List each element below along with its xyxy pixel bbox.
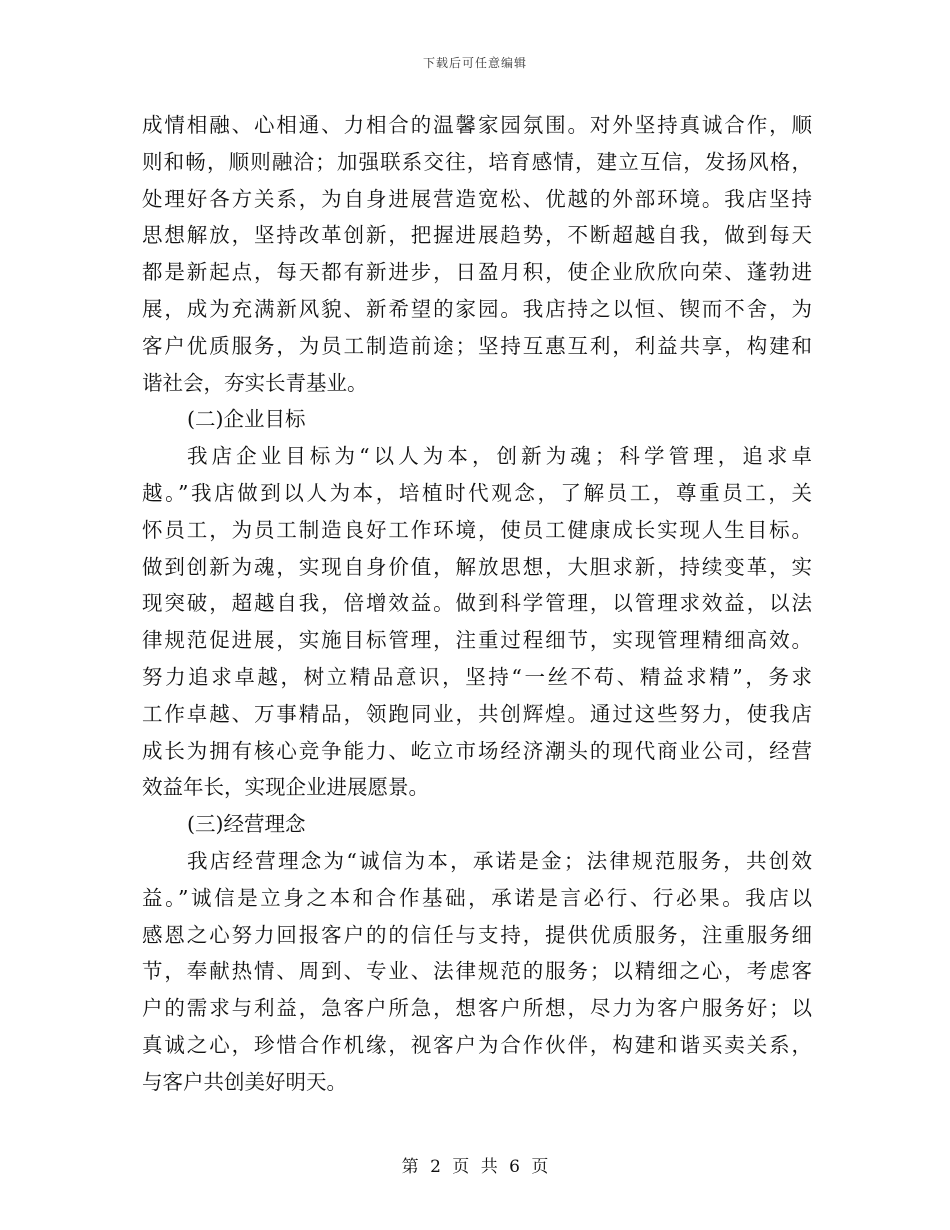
text-line: 思想解放，坚持改革创新，把握进展趋势，不断超越自我，做到每天: [142, 223, 812, 248]
section-heading: (三)经营理念: [187, 812, 306, 837]
text-line: 展，成为充满新风貌、新希望的家园。我店持之以恒、锲而不舍，为: [142, 296, 812, 321]
text-line: 客户优质服务，为员工制造前途；坚持互惠互利，利益共享，构建和: [142, 333, 812, 358]
text-line: 益。”诚信是立身之本和合作基础，承诺是言必行、行必果。我店以: [142, 885, 812, 910]
text-line: 努力追求卓越，树立精品意识，坚持“一丝不苟、精益求精”，务求: [142, 664, 812, 689]
text-line: 成情相融、心相通、力相合的温馨家园氛围。对外坚持真诚合作，顺: [142, 113, 812, 137]
text-line: 现突破，超越自我，倍增效益。做到科学管理，以管理求效益，以法: [142, 591, 812, 616]
text-line: 工作卓越、万事精品，领跑同业，共创辉煌。通过这些努力，使我店: [142, 701, 812, 726]
text-line: 与客户共创美好明天。: [142, 1069, 347, 1094]
text-line: 则和畅，顺则融洽；加强联系交往，培育感情，建立互信，发扬风格，: [142, 149, 812, 174]
text-line: 节，奉献热情、周到、专业、法律规范的服务；以精细之心，考虑客: [142, 959, 812, 984]
text-line: 都是新起点，每天都有新进步，日盈月积，使企业欣欣向荣、蓬勃进: [142, 260, 812, 285]
text-line: 处理好各方关系，为自身进展营造宽松、优越的外部环境。我店坚持: [142, 186, 812, 211]
text-line: 我店经营理念为“诚信为本，承诺是金；法律规范服务，共创效: [187, 848, 812, 873]
text-line: 怀员工，为员工制造良好工作环境，使员工健康成长实现人生目标。: [142, 517, 812, 542]
page-number-footer: 第 2 页 共 6 页: [401, 1157, 549, 1177]
header-note: 下载后可任意编辑: [422, 56, 527, 70]
text-line: 做到创新为魂，实现自身价值，解放思想，大胆求新，持续变革，实: [142, 554, 812, 579]
section-heading: (二)企业目标: [187, 407, 306, 432]
text-line: 越。”我店做到以人为本，培植时代观念，了解员工，尊重员工，关: [142, 480, 812, 505]
document-body: [142, 107, 812, 1101]
text-line: 户的需求与利益，急客户所急，想客户所想，尽力为客户服务好；以: [142, 996, 812, 1021]
text-line: 感恩之心努力回报客户的的信任与支持，提供优质服务，注重服务细: [142, 922, 812, 947]
text-line: 谐社会，夯实长青基业。: [142, 370, 368, 395]
text-line: 我店企业目标为“以人为本，创新为魂；科学管理，追求卓: [187, 444, 812, 469]
text-line: 律规范促进展，实施目标管理，注重过程细节，实现管理精细高效。: [142, 628, 812, 653]
text-line: 效益年长，实现企业进展愿景。: [142, 775, 429, 800]
text-line: 成长为拥有核心竞争能力、屹立市场经济潮头的现代商业公司，经营: [142, 738, 812, 763]
text-line: 真诚之心，珍惜合作机缘，视客户为合作伙伴，构建和谐买卖关系，: [142, 1032, 812, 1057]
